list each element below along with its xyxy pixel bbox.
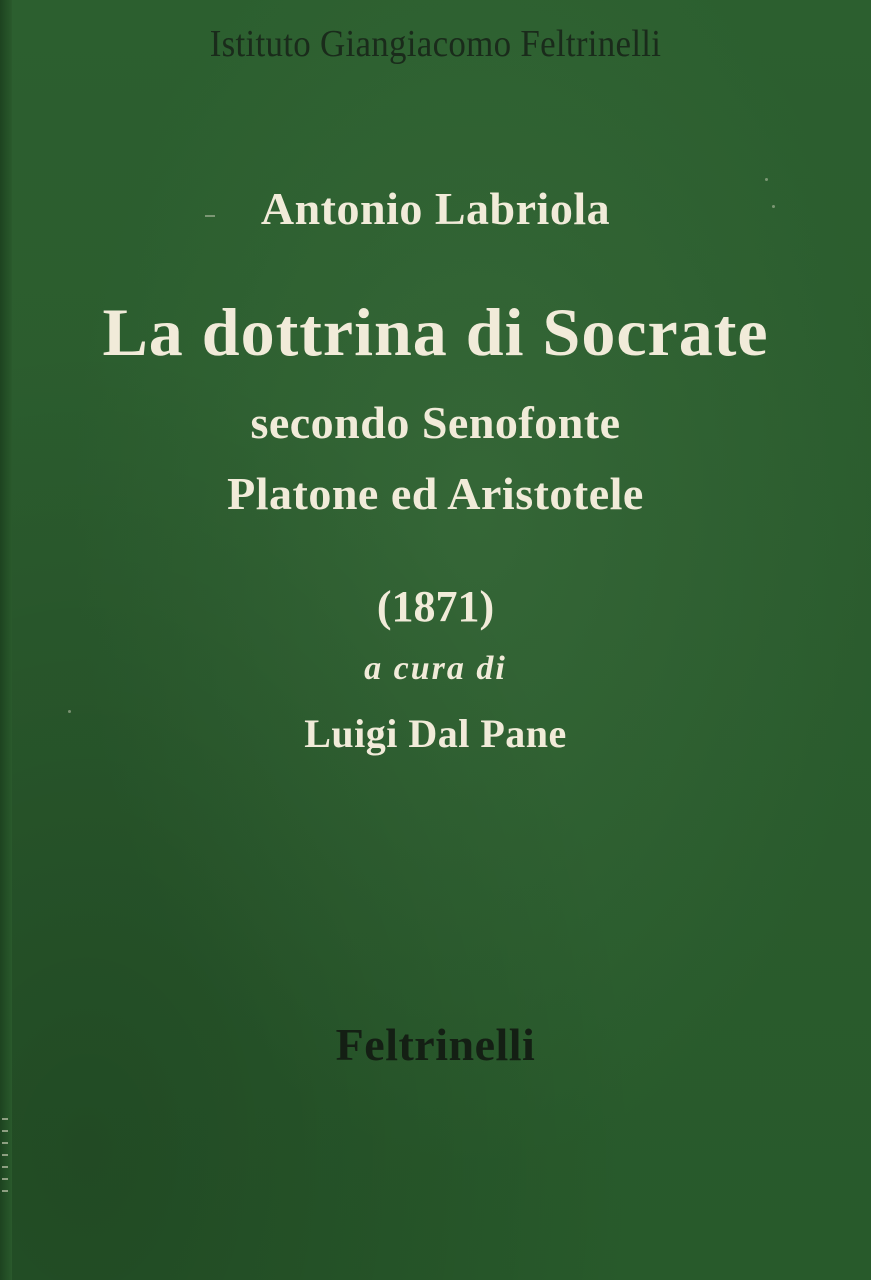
institute-name: Istituto Giangiacomo Feltrinelli [209, 23, 662, 65]
curator-label: a cura di [364, 650, 507, 687]
author-name: Antonio Labriola [260, 183, 611, 234]
curator-name: Luigi Dal Pane [304, 711, 567, 756]
publication-year: (1871) [376, 582, 495, 631]
spine-mark [2, 1118, 8, 1120]
subtitle-line-1: secondo Senofonte [250, 397, 621, 448]
spine-mark [2, 1142, 8, 1144]
spine-mark [2, 1166, 8, 1168]
book-title: La dottrina di Socrate [102, 294, 769, 370]
publisher-name: Feltrinelli [335, 1019, 536, 1070]
spine-mark [2, 1190, 8, 1192]
dust-speck [765, 178, 768, 181]
spine-mark [2, 1178, 8, 1180]
spine-mark [2, 1130, 8, 1132]
spine-mark [2, 1154, 8, 1156]
subtitle-line-2: Platone ed Aristotele [227, 468, 644, 519]
